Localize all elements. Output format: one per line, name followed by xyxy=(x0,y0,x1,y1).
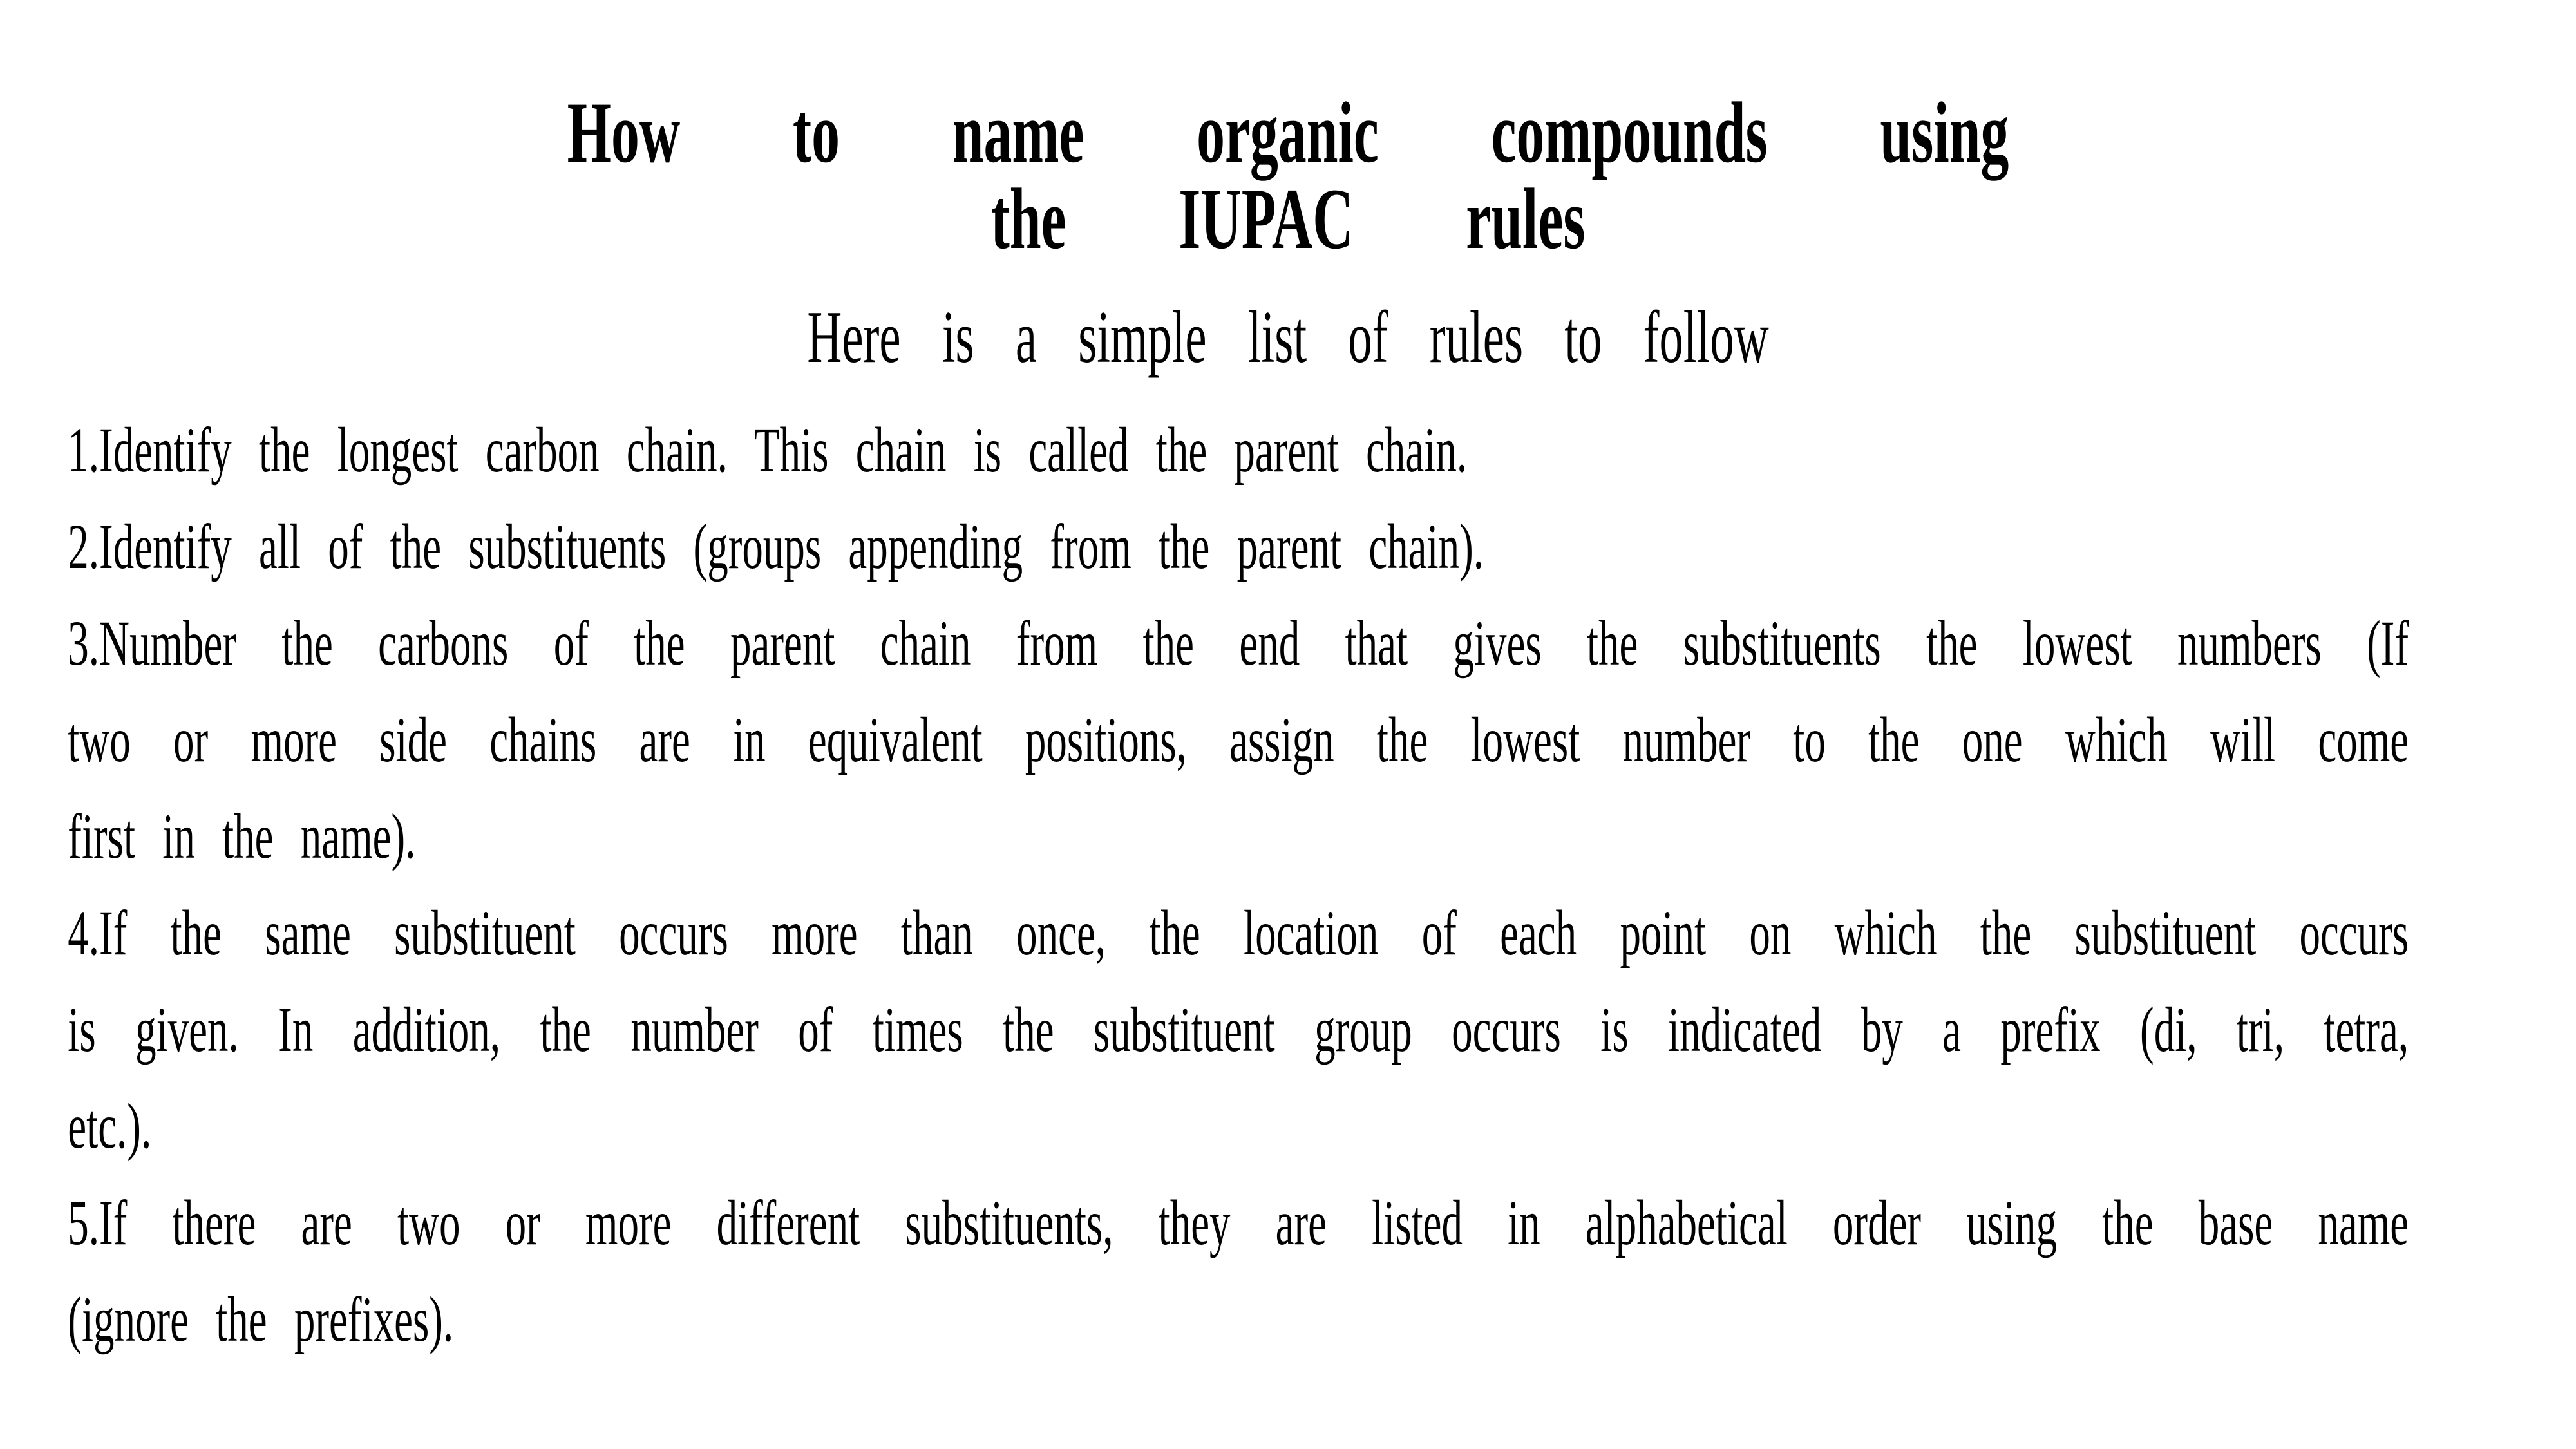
page-title-line-2: the IUPAC rules xyxy=(990,171,1586,267)
rule-5-line-1: 5.If there are two or more different substituents, they are listed in alphabetical order using the base name xyxy=(68,1187,2409,1258)
rules-list xyxy=(68,402,2409,1368)
rule-3-line-1: 3.Number the carbons of the parent chain from the end that gives the substituents the lowest numbers (If xyxy=(68,607,2409,679)
rule-4-line-1: 4.If the same substituent occurs more than once, the location of each point on which the substituent occurs xyxy=(68,897,2409,969)
rule-3-line-2: two or more side chains are in equivalent positions, assign the lowest number to the one which will come xyxy=(68,704,2409,775)
rule-4-line-3: etc.). xyxy=(68,1090,152,1162)
rule-5-line-2: (ignore the prefixes). xyxy=(68,1283,454,1355)
page-subtitle: Here is a simple list of rules to follow xyxy=(807,296,1769,378)
rule-2-line-1: 2.Identify all of the substituents (groups appending from the parent chain). xyxy=(68,511,1484,582)
page-title-line-1: How to name organic compounds using xyxy=(567,85,2009,181)
rule-4-line-2: is given. In addition, the number of times the substituent group occurs is indicated by a prefix (di, tri, tetra, xyxy=(68,994,2409,1065)
rule-3-line-3: first in the name). xyxy=(68,800,416,872)
rule-1-line-1: 1.Identify the longest carbon chain. This chain is called the parent chain. xyxy=(68,414,1468,486)
